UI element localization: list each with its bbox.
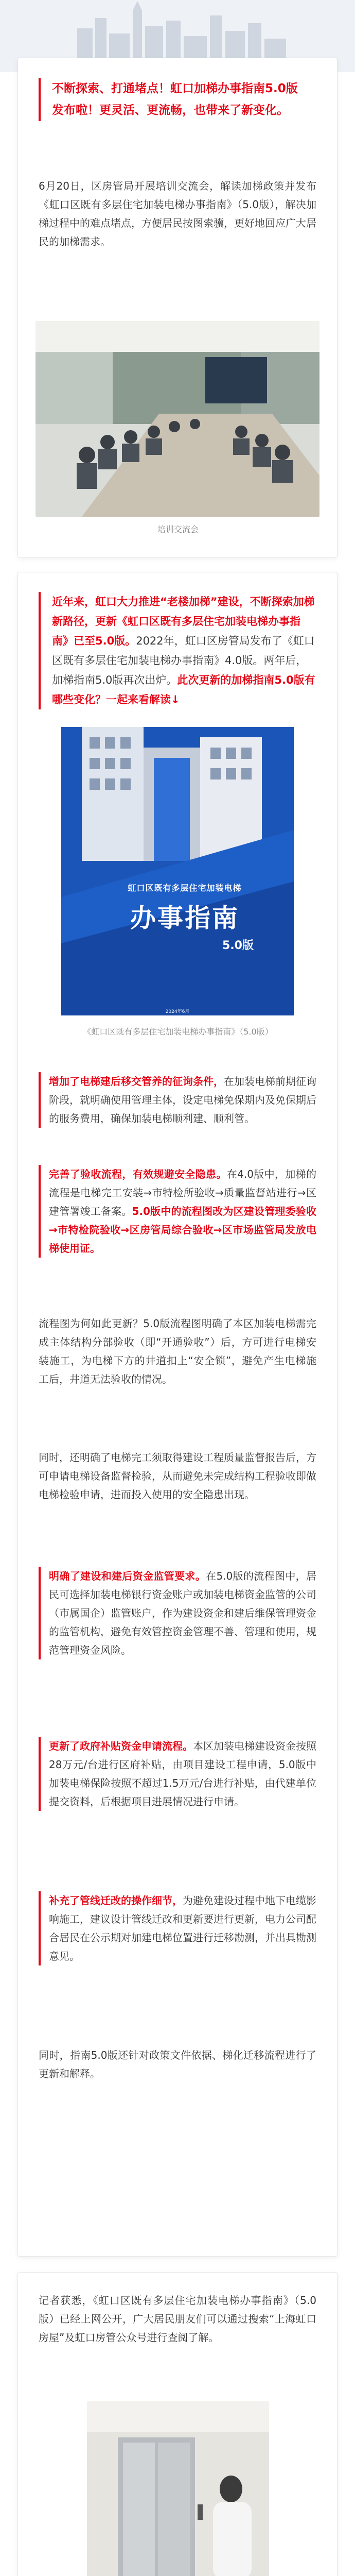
change-item-3 (39, 1567, 316, 1659)
change-item-1-highlight: 增加了电梯建后移交管养的征询条件， (49, 1075, 224, 1088)
elevator-photo (87, 2401, 269, 2576)
interpretation-lead (39, 592, 316, 709)
cover-caption: 《虹口区既有多层住宅加装电梯办事指南》（5.0版） (83, 1027, 273, 1037)
closing-paragraph: 同时，指南5.0版还针对政策文件依据、梯化迁移流程进行了更新和解释。 (39, 2049, 316, 2080)
change-item-3-highlight: 明确了建设和建后资金监管要求。 (49, 1570, 206, 1582)
article-card-progress (17, 2272, 338, 2576)
article-card-interpretation (17, 572, 338, 2257)
change-item-2-highlight-2: 5.0版中的流程图改为区建设管理委验收→市特检院验收→区房管局综合验收→区市场监管局发放电梯使用证。 (49, 1205, 317, 1255)
intro-paragraph: 6月20日，区房管局开展培训交流会，解读加梯政策并发布《虹口区既有多层住宅加装电梯办事指南》（5.0版），解决加梯过程中的难点堵点，方便居民按图索骥，更好地回应广大居民的加梯需求。 (39, 180, 316, 248)
lead-text-2: 《虹口区既有多层住宅加装电梯办事指南》已至5.0版。 (52, 615, 300, 647)
publication-paragraph: 记者获悉，《虹口区既有多层住宅加装电梯办事指南》（5.0版）已经上网公开，广大居民朋友们可以通过搜索“上海虹口房屋”及虹口房管公众号进行查阅了解。 (39, 2294, 316, 2344)
intro-lead: 不断探索、打通堵点！虹口加梯办事指南5.0版发布啦！更灵活、更流畅，也带来了新变化。 (39, 78, 306, 121)
cover-text-block (102, 882, 267, 953)
change-item-4 (39, 1737, 316, 1811)
change-item-1 (39, 1072, 316, 1128)
change-item-2 (39, 1165, 316, 1258)
cover-illustration (61, 727, 294, 1015)
guide-cover-image (61, 727, 294, 1015)
lead-text-1: 近年来，虹口大力推进“老楼加梯”建设，不断探索加梯新路径，更新 (52, 596, 315, 628)
change-item-5-highlight: 补充了管线迁改的操作细节， (49, 1894, 183, 1907)
change-item-1-text: 在加装电梯前期征询阶段，就明确使用管理主体，设定电梯免保期内及免保期后的服务费用，确保加装电梯顺利建、顺利管。 (49, 1075, 316, 1125)
change-item-2-text: 在4.0版中，加梯的流程是电梯完工安装→市特检所验收→质量监督站进行→区建管署竣工备案。 (49, 1168, 317, 1217)
cover-subtitle: 虹口区既有多层住宅加装电梯 (128, 883, 242, 893)
cover-version: 5.0版 (222, 939, 254, 952)
meeting-photo (36, 321, 319, 517)
safety-paragraph: 同时，还明确了电梯完工须取得建设工程质量监督报告后，方可申请电梯设备监督检验，从而避免未完成结构工程验收即做电梯检验申请，进而投入使用的安全隐患出现。 (39, 1451, 316, 1501)
cover-date: 2024年6月 (165, 1009, 190, 1014)
article-card-intro (17, 58, 338, 557)
change-item-4-text: 本区加装电梯建设资金按照28万元/台进行区府补贴，由项目建设工程申请，5.0版中加装电梯保险按照不超过1.5万元/台进行补贴，由代建单位提交资料，后根据项目进展情况进行申请。 (49, 1740, 316, 1808)
cover-title: 办事指南 (130, 903, 239, 933)
change-item-5 (39, 1891, 316, 1965)
change-item-2-highlight: 完善了验收流程，有效规避安全隐患。 (49, 1168, 227, 1180)
lead-text-3: 2022年，虹口区房管局发布了《虹口区既有多层住宅加装电梯办事指南》4.0版。两年后，加梯指南5.0版再次出炉。 (52, 635, 315, 686)
change-item-4-highlight: 更新了政府补贴资金申请流程。 (49, 1740, 193, 1752)
flow-explanation-paragraph: 流程图为何如此更新？5.0版流程图明确了本区加装电梯需完成主体结构分部验收（即“开通验收”）后，方可进行电梯安装施工，为电梯下方的井道扣上“安全锁”，避免产生电梯施工后，井道无法验收的情况。 (39, 1317, 316, 1385)
change-item-5-text: 为避免建设过程中地下电缆影响施工，建议设计管线迁改和更新要进行更新，电力公司配合居民在公示期对加建电梯位置进行迁移勘测，并出具勘测意见。 (49, 1894, 316, 1962)
meeting-photo-caption: 培训交流会 (157, 524, 199, 534)
lead-text-4: 此次更新的加梯指南5.0版有哪些变化？一起来看解读↓ (52, 674, 315, 706)
change-item-3-text: 在5.0版的流程图中，居民可选择加装电梯银行资金账户或加装电梯资金监管的公司（市属国企）监管账户，作为建设资金和建后维保管理资金的监管机构，避免有效管控资金管理不善、管理和使用，规范管理资金风险。 (49, 1570, 317, 1656)
